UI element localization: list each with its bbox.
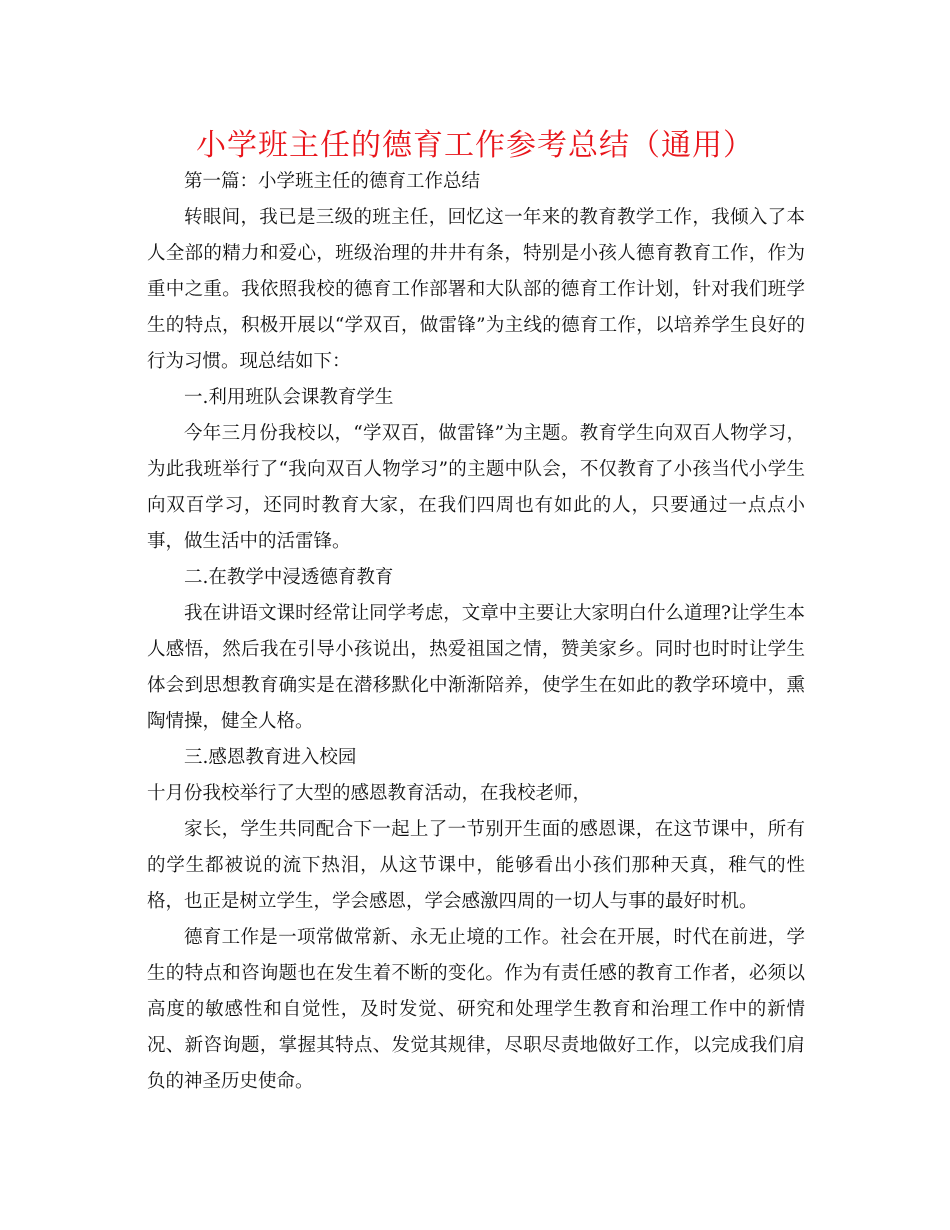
section-heading-part-one: 第一篇：小学班主任的德育工作总结	[184, 171, 481, 192]
class-meeting-paragraph: 今年三月份我校以，“学双百，做雷锋”为主题。教育学生向双百人物学习，为此我班举行了“我向双百人物学习”的主题中队会，不仅教育了小孩当代小学生向双百学习，还同时教育大家，在我们四周也有如此的人，只要通过一点点小事，做生活中的活雷锋。	[147, 423, 805, 552]
section-heading-class-meeting: 一.利用班队会课教育学生	[184, 387, 394, 408]
gratitude-paragraph: 家长，学生共同配合下一起上了一节别开生面的感恩课，在这节课中，所有的学生都被说的流下热泪，从这节课中，能够看出小孩们那种天真，稚气的性格，也正是树立学生，学会感恩，学会感激四周的一切人与事的最好时机。	[147, 819, 805, 912]
gratitude-paragraph-line: 十月份我校举行了大型的感恩教育活动，在我校老师，	[147, 783, 592, 804]
section-heading-teaching: 二.在教学中浸透德育教育	[184, 567, 394, 588]
conclusion-paragraph: 德育工作是一项常做常新、永无止境的工作。社会在开展，时代在前进，学生的特点和咨询题也在发生着不断的变化。作为有责任感的教育工作者，必须以高度的敏感性和自觉性，及时发觉、研究和处理学生教育和治理工作中的新情况、新咨询题，掌握其特点、发觉其规律，尽职尽责地做好工作，以完成我们肩负的神圣历史使命。	[147, 927, 805, 1092]
intro-paragraph: 转眼间，我已是三级的班主任，回忆这一年来的教育教学工作，我倾入了本人全部的精力和爱心，班级治理的井井有条，特别是小孩人德育教育工作，作为重中之重。我依照我校的德育工作部署和大队部的德育工作计划，针对我们班学生的特点，积极开展以“学双百，做雷锋”为主线的德育工作，以培养学生良好的行为习惯。现总结如下：	[147, 207, 805, 372]
document-body	[147, 164, 805, 1100]
teaching-paragraph: 我在讲语文课时经常让同学考虑，文章中主要让大家明白什么道理?让学生本人感悟，然后我在引导小孩说出，热爱祖国之情，赞美家乡。同时也时时让学生体会到思想教育确实是在潜移默化中渐渐陪养，使学生在如此的教学环境中，熏陶情操，健全人格。	[147, 603, 805, 732]
document-title: 小学班主任的德育工作参考总结（通用）	[196, 128, 754, 163]
section-heading-gratitude: 三.感恩教育进入校园	[184, 747, 357, 768]
